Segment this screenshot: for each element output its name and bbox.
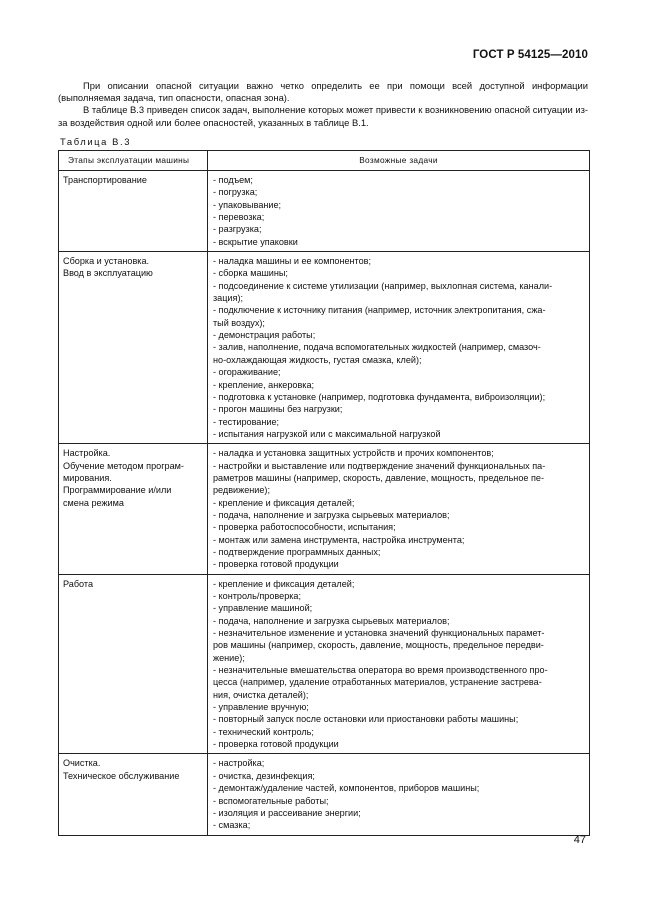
stage-line: Сборка и установка. [63, 256, 150, 267]
task-line: - сборка машины; [213, 268, 288, 279]
task-line: ров машины (например, скорость, давление, мощность, предельное передви- [213, 640, 544, 651]
task-line: - незначительные вмешательства оператора во время производственного про- [213, 665, 548, 676]
task-line: - настройка; [213, 758, 265, 769]
task-line: - разгрузка; [213, 224, 262, 235]
tasks-cell [208, 444, 590, 574]
task-line: - демонтаж/удаление частей, компонентов, приборов машины; [213, 783, 480, 794]
task-line: - монтаж или замена инструмента, настройка инструмента; [213, 534, 465, 545]
task-line: - изоляция и рассеивание энергии; [213, 807, 361, 818]
table-row [59, 171, 590, 252]
stage-line: Программирование и/или [63, 485, 172, 496]
task-line: - подача, наполнение и загрузка сырьевых материалов; [213, 509, 450, 520]
intro-line: При описании опасной ситуации важно четко определить ее при помощи всей доступной информации [83, 80, 588, 91]
stage-cell [59, 444, 208, 574]
stage-line: Настройка. [63, 448, 111, 459]
task-line: - подтверждение программных данных; [213, 546, 381, 557]
tasks-table [58, 150, 590, 836]
task-line: - управление вручную; [213, 702, 309, 713]
task-line: - прогон машины без нагрузки; [213, 404, 343, 415]
task-line: - подготовка к установке (например, подготовка фундамента, виброизоляции); [213, 391, 546, 402]
task-line: редвижение); [213, 485, 270, 496]
table-caption: Таблица В.3 [60, 136, 132, 147]
task-line: - незначительное изменение и установка значений функциональных парамет- [213, 628, 545, 639]
task-line: - наладка и установка защитных устройств и прочих компонентов; [213, 448, 494, 459]
task-line: - технический контроль; [213, 726, 314, 737]
table-header-row [59, 151, 590, 171]
intro-line: (выполняемая задача, тип опасности, опасная зона). [58, 92, 290, 104]
task-line: - контроль/проверка; [213, 591, 302, 601]
tasks-cell [208, 574, 590, 754]
task-line: - управление машиной; [213, 603, 313, 614]
task-line: - смазка; [213, 820, 251, 831]
task-line: - погрузка; [213, 187, 258, 198]
stage-cell [59, 171, 208, 252]
stage-line: Работа [63, 578, 94, 589]
task-line: - подача, наполнение и загрузка сырьевых материалов; [213, 615, 450, 626]
task-line: цесса (например, удаление отработанных материалов, устранение застрева- [213, 677, 542, 688]
task-line: - проверка работоспособности, испытания; [213, 522, 396, 533]
task-line: - очистка, дезинфекция; [213, 770, 315, 781]
stage-line: Транспортирование [63, 175, 147, 185]
table-row [59, 444, 590, 574]
task-line: - проверка готовой продукции [213, 739, 339, 750]
task-line: - подключение к источнику питания (например, источник электропитания, сжа- [213, 305, 546, 316]
task-line: - упаковывание; [213, 199, 282, 210]
table-row [59, 252, 590, 444]
task-line: - испытания нагрузкой или с максимальной нагрузкой [213, 428, 441, 439]
intro-paragraph-1 [58, 80, 588, 104]
stage-line: Ввод в эксплуатацию [63, 268, 153, 279]
stage-cell [59, 574, 208, 754]
table-row [59, 754, 590, 835]
task-line: - проверка готовой продукции [213, 559, 339, 570]
task-line: зация); [213, 293, 243, 304]
task-line: ния, очистка деталей); [213, 689, 309, 700]
task-line: - перевозка; [213, 212, 265, 223]
task-line: жение); [213, 652, 245, 663]
tasks-cell [208, 252, 590, 444]
stage-line: Техническое обслуживание [63, 770, 180, 781]
page-number: 47 [573, 834, 586, 846]
intro-text [58, 80, 588, 129]
task-line: - крепление и фиксация деталей; [213, 578, 355, 589]
task-line: - подсоединение к системе утилизации (например, выхлопная система, канали- [213, 280, 553, 291]
table-row [59, 574, 590, 754]
task-line: - залив, наполнение, подача вспомогательных жидкостей (например, смазоч- [213, 342, 541, 353]
stage-line: Очистка. [63, 758, 101, 769]
tasks-cell [208, 171, 590, 252]
task-line: - повторный запуск после остановки или приостановки работы машины; [213, 714, 519, 725]
task-line: - крепление и фиксация деталей; [213, 497, 355, 508]
task-line: - вспомогательные работы; [213, 795, 329, 806]
document-header: ГОСТ Р 54125—2010 [472, 49, 588, 61]
task-line: но-охлаждающая жидкость, густая смазка, клей); [213, 354, 422, 365]
stage-cell [59, 252, 208, 444]
column-header-stages: Этапы эксплуатации машины [59, 151, 208, 171]
stage-cell [59, 754, 208, 835]
stage-line: мирования. [63, 472, 112, 483]
intro-line: В таблице В.3 приведен список задач, выполнение которых может привести к возникновению опасной [83, 104, 531, 116]
intro-line: ситуации из-за воздействия одной или более опасностей, указанных в таблице В.1. [58, 104, 588, 128]
task-line: - наладка машины и ее компонентов; [213, 256, 372, 267]
task-line: - тестирование; [213, 416, 280, 427]
task-line: - вскрытие упаковки [213, 236, 298, 247]
task-line: - демонстрация работы; [213, 330, 316, 341]
stage-line: Обучение методом програм- [63, 460, 184, 471]
intro-paragraph-2 [58, 104, 588, 128]
task-line: - настройки и выставление или подтверждение значений функциональных па- [213, 460, 546, 471]
tasks-cell [208, 754, 590, 835]
column-header-tasks: Возможные задачи [208, 151, 590, 171]
task-line: - подъем; [213, 175, 253, 185]
task-line: - огораживание; [213, 367, 281, 378]
task-line: тый воздух); [213, 317, 265, 328]
task-line: раметров машины (например, скорость, давление, мощность, предельное пе- [213, 472, 544, 483]
task-line: - крепление, анкеровка; [213, 379, 315, 390]
stage-line: смена режима [63, 497, 124, 508]
